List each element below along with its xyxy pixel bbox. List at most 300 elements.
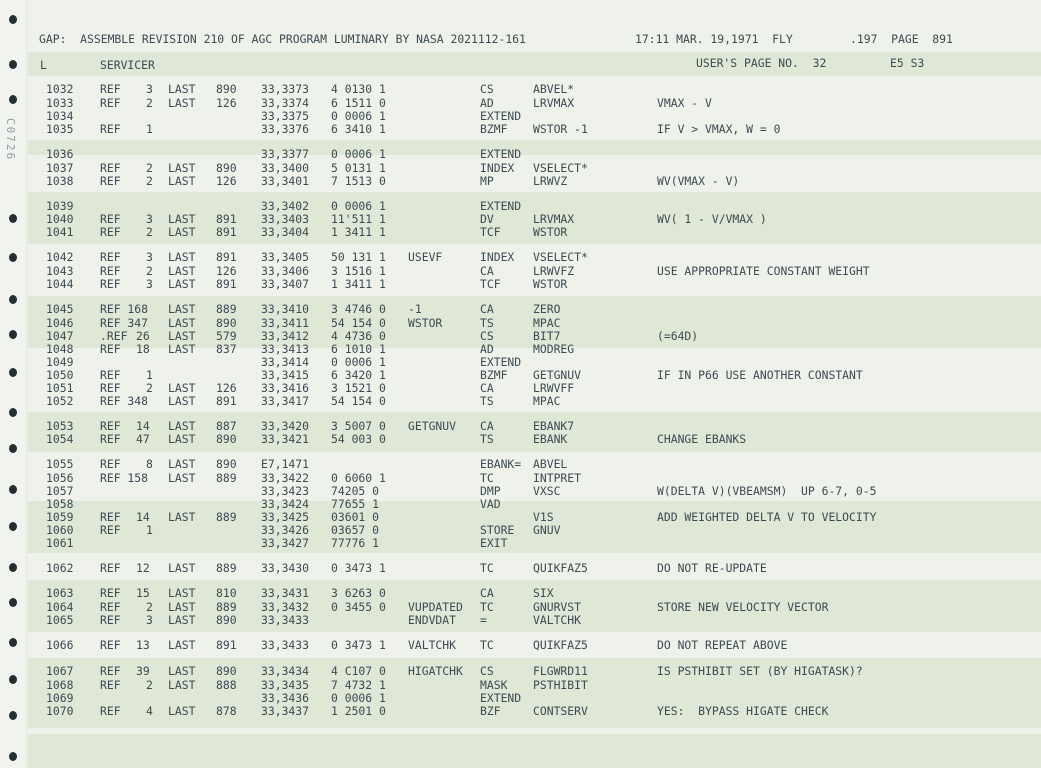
ref-count: 2: [146, 381, 153, 395]
opcode: TC: [480, 638, 494, 652]
machine-word: 7 1513 0: [331, 174, 386, 188]
ref-field: REF: [100, 586, 121, 600]
ref-field: REF: [100, 510, 121, 524]
operand: GNURVST: [533, 600, 582, 614]
last-page: 889: [216, 471, 237, 485]
line-number: 1051: [46, 381, 74, 395]
opcode: INDEX: [480, 161, 515, 175]
line-number: 1037: [46, 161, 74, 175]
operand: LRWVFZ: [533, 264, 575, 278]
section-name: SERVICER: [100, 58, 155, 72]
opcode: CA: [480, 381, 494, 395]
line-number: 1046: [46, 316, 74, 330]
listing-row: [0, 705, 1041, 718]
line-number: 1069: [46, 691, 74, 705]
last-page: 878: [216, 704, 237, 718]
line-number: 1059: [46, 510, 74, 524]
listing-row: [0, 498, 1041, 511]
opcode: EXTEND: [480, 355, 522, 369]
line-number: 1033: [46, 96, 74, 110]
last-label: LAST: [168, 471, 196, 485]
listing-row: [0, 278, 1041, 291]
last-label: LAST: [168, 664, 196, 678]
last-label: LAST: [168, 600, 196, 614]
opcode: TS: [480, 432, 494, 446]
machine-word: 1 3411 1: [331, 277, 386, 291]
e-s-label: E5 S3: [890, 56, 925, 70]
address: 33,3412: [261, 329, 310, 343]
opcode: =: [480, 613, 487, 627]
ref-field: REF: [100, 225, 121, 239]
machine-word: 54 154 0: [331, 394, 386, 408]
line-number: 1042: [46, 250, 74, 264]
ref-count: 2: [146, 678, 153, 692]
ref-field: REF 348: [100, 394, 149, 408]
last-label: LAST: [168, 586, 196, 600]
address: 33,3430: [261, 561, 310, 575]
comment: CHANGE EBANKS: [657, 432, 747, 446]
ref-field: REF: [100, 664, 121, 678]
feed-hole: [9, 408, 17, 417]
line-number: 1039: [46, 199, 74, 213]
listing-row: [0, 614, 1041, 627]
ref-field: REF: [100, 174, 121, 188]
ref-count: 2: [146, 264, 153, 278]
opcode: BZMF: [480, 368, 508, 382]
last-label: LAST: [168, 342, 196, 356]
last-page: 891: [216, 225, 237, 239]
machine-word: 0 0006 1: [331, 691, 386, 705]
comment: (=64D): [657, 329, 699, 343]
ref-field: REF: [100, 368, 121, 382]
opcode: INDEX: [480, 250, 515, 264]
operand: SIX: [533, 586, 554, 600]
symbol-label: VALTCHK: [408, 638, 457, 652]
operand: GETGNUV: [533, 368, 582, 382]
address: 33,3376: [261, 122, 310, 136]
machine-word: 6 1511 0: [331, 96, 386, 110]
listing-row: [0, 356, 1041, 369]
ref-field: REF: [100, 381, 121, 395]
machine-word: 6 3410 1: [331, 122, 386, 136]
address: 33,3425: [261, 510, 310, 524]
line-number: 1043: [46, 264, 74, 278]
last-label: LAST: [168, 302, 196, 316]
line-number: 1034: [46, 109, 74, 123]
line-number: 1067: [46, 664, 74, 678]
address: 33,3422: [261, 471, 310, 485]
symbol-label: USEVF: [408, 250, 443, 264]
operand: CONTSERV: [533, 704, 588, 718]
opcode: TCF: [480, 225, 501, 239]
listing-row: [0, 175, 1041, 188]
line-number: 1032: [46, 82, 74, 96]
operand: VSELECT*: [533, 161, 588, 175]
operand: VSELECT*: [533, 250, 588, 264]
operand: V1S: [533, 510, 554, 524]
machine-word: 7 4732 1: [331, 678, 386, 692]
machine-word: 0 3473 1: [331, 561, 386, 575]
address: 33,3435: [261, 678, 310, 692]
comment: DO NOT RE-UPDATE: [657, 561, 767, 575]
operand: WSTOR: [533, 225, 568, 239]
machine-word: 54 003 0: [331, 432, 386, 446]
last-page: 890: [216, 664, 237, 678]
line-number: 1065: [46, 613, 74, 627]
operand: WSTOR -1: [533, 122, 588, 136]
line-number: 1053: [46, 419, 74, 433]
machine-word: 3 1516 1: [331, 264, 386, 278]
address: 33,3436: [261, 691, 310, 705]
line-number: 1056: [46, 471, 74, 485]
ref-field: REF: [100, 161, 121, 175]
symbol-label: GETGNUV: [408, 419, 457, 433]
line-number: 1049: [46, 355, 74, 369]
machine-word: 1 3411 1: [331, 225, 386, 239]
address: 33,3403: [261, 212, 310, 226]
ref-field: REF: [100, 96, 121, 110]
feed-hole: [9, 752, 17, 761]
machine-word: 0 0006 1: [331, 147, 386, 161]
machine-word: 4 0130 1: [331, 82, 386, 96]
opcode: DMP: [480, 484, 501, 498]
last-page: 890: [216, 316, 237, 330]
line-number: 1055: [46, 457, 74, 471]
line-number: 1054: [46, 432, 74, 446]
machine-word: 3 1521 0: [331, 381, 386, 395]
operand: MPAC: [533, 316, 561, 330]
machine-word: 74205 0: [331, 484, 380, 498]
ref-count: 14: [136, 419, 150, 433]
listing-row: [0, 511, 1041, 524]
ref-field: REF: [100, 82, 121, 96]
last-label: LAST: [168, 394, 196, 408]
ref-count: 8: [146, 457, 153, 471]
address: 33,3433: [261, 613, 310, 627]
line-number: 1070: [46, 704, 74, 718]
ref-count: 3: [146, 82, 153, 96]
machine-word: 3 4746 0: [331, 302, 386, 316]
last-page: 890: [216, 432, 237, 446]
ref-count: 4: [146, 704, 153, 718]
operand: QUIKFAZ5: [533, 561, 588, 575]
ref-count: 26: [136, 329, 150, 343]
last-label: LAST: [168, 277, 196, 291]
last-page: 891: [216, 638, 237, 652]
machine-word: 4 4736 0: [331, 329, 386, 343]
symbol-label: -1: [408, 302, 422, 316]
ref-field: REF: [100, 704, 121, 718]
listing-row: [0, 458, 1041, 471]
last-label: LAST: [168, 419, 196, 433]
comment: YES: BYPASS HIGATE CHECK: [657, 704, 829, 718]
opcode: CA: [480, 264, 494, 278]
ref-field: REF 158: [100, 471, 149, 485]
operand: MODREG: [533, 342, 575, 356]
listing-row: [0, 213, 1041, 226]
operand: WSTOR: [533, 277, 568, 291]
ref-field: REF: [100, 419, 121, 433]
ref-field: REF: [100, 523, 121, 537]
ref-count: 3: [146, 212, 153, 226]
ref-count: 18: [136, 342, 150, 356]
line-number: 1068: [46, 678, 74, 692]
machine-word: 50 131 1: [331, 250, 386, 264]
operand: VALTCHK: [533, 613, 582, 627]
last-page: 889: [216, 561, 237, 575]
operand: ZERO: [533, 302, 561, 316]
last-page: 890: [216, 457, 237, 471]
comment: IF V > VMAX, W = 0: [657, 122, 781, 136]
last-page: 837: [216, 342, 237, 356]
listing-row: [0, 317, 1041, 330]
address: 33,3404: [261, 225, 310, 239]
last-page: 810: [216, 586, 237, 600]
address: 33,3426: [261, 523, 310, 537]
last-page: 890: [216, 161, 237, 175]
address: 33,3373: [261, 82, 310, 96]
listing-row: [0, 369, 1041, 382]
last-label: LAST: [168, 432, 196, 446]
listing-row: [0, 162, 1041, 175]
comment: W(DELTA V)(VBEAMSM) UP 6-7, 0-5: [657, 484, 877, 498]
comment: ADD WEIGHTED DELTA V TO VELOCITY: [657, 510, 877, 524]
last-label: LAST: [168, 329, 196, 343]
line-number: 1048: [46, 342, 74, 356]
comment: USE APPROPRIATE CONSTANT WEIGHT: [657, 264, 870, 278]
opcode: TS: [480, 316, 494, 330]
listing-row: [0, 524, 1041, 537]
operand: GNUV: [533, 523, 561, 537]
machine-word: 0 3473 1: [331, 638, 386, 652]
last-page: 126: [216, 174, 237, 188]
opcode: MP: [480, 174, 494, 188]
last-label: LAST: [168, 212, 196, 226]
last-label: LAST: [168, 678, 196, 692]
listing-row: [0, 601, 1041, 614]
operand: LRWVFF: [533, 381, 575, 395]
operand: LRWVZ: [533, 174, 568, 188]
ref-count: 2: [146, 600, 153, 614]
ref-field: REF 347: [100, 316, 149, 330]
last-page: 891: [216, 250, 237, 264]
line-number: 1035: [46, 122, 74, 136]
last-page: 889: [216, 302, 237, 316]
column-l-label: L: [40, 58, 47, 72]
line-number: 1062: [46, 561, 74, 575]
ref-field: REF: [100, 212, 121, 226]
listing-row: [0, 433, 1041, 446]
ref-count: 3: [146, 250, 153, 264]
line-number: 1058: [46, 497, 74, 511]
operand: ABVEL*: [533, 82, 575, 96]
listing-row: [0, 485, 1041, 498]
operand: LRVMAX: [533, 212, 575, 226]
opcode: TC: [480, 561, 494, 575]
line-number: 1057: [46, 484, 74, 498]
opcode: BZMF: [480, 122, 508, 136]
address: 33,3415: [261, 368, 310, 382]
symbol-label: HIGATCHK: [408, 664, 463, 678]
last-label: LAST: [168, 250, 196, 264]
machine-word: 0 6060 1: [331, 471, 386, 485]
listing-row: [0, 83, 1041, 96]
paper-band: [28, 734, 1041, 768]
last-page: 887: [216, 419, 237, 433]
ref-count: 1: [146, 523, 153, 537]
ref-count: 2: [146, 161, 153, 175]
users-page-number: USER'S PAGE NO. 32: [696, 56, 827, 70]
machine-word: 0 0006 1: [331, 199, 386, 213]
ref-count: 12: [136, 561, 150, 575]
last-page: 126: [216, 96, 237, 110]
line-number: 1036: [46, 147, 74, 161]
ref-field: REF: [100, 264, 121, 278]
line-number: 1050: [46, 368, 74, 382]
machine-word: 4 C107 0: [331, 664, 386, 678]
listing-row: [0, 639, 1041, 652]
ref-count: 13: [136, 638, 150, 652]
address: 33,3413: [261, 342, 310, 356]
last-page: 890: [216, 82, 237, 96]
comment: IF IN P66 USE ANOTHER CONSTANT: [657, 368, 863, 382]
last-label: LAST: [168, 704, 196, 718]
opcode: DV: [480, 212, 494, 226]
ref-field: REF: [100, 432, 121, 446]
last-label: LAST: [168, 613, 196, 627]
last-page: 579: [216, 329, 237, 343]
opcode: BZF: [480, 704, 501, 718]
address: 33,3424: [261, 497, 310, 511]
line-number: 1041: [46, 225, 74, 239]
ref-count: 3: [146, 613, 153, 627]
operand: MPAC: [533, 394, 561, 408]
ref-field: REF: [100, 600, 121, 614]
listing-row: [0, 665, 1041, 678]
address: 33,3407: [261, 277, 310, 291]
ref-field: REF: [100, 250, 121, 264]
address: 33,3406: [261, 264, 310, 278]
symbol-label: VUPDATED: [408, 600, 463, 614]
last-page: 888: [216, 678, 237, 692]
address: 33,3401: [261, 174, 310, 188]
address: 33,3433: [261, 638, 310, 652]
ref-field: .REF: [100, 329, 128, 343]
listing-row: [0, 420, 1041, 433]
operand: BIT7: [533, 329, 561, 343]
ref-field: REF: [100, 561, 121, 575]
listing-page-ref: .197 PAGE 891: [850, 32, 953, 46]
address: 33,3421: [261, 432, 310, 446]
listing-datetime: 17:11 MAR. 19,1971 FLY: [635, 32, 793, 46]
address: 33,3411: [261, 316, 310, 330]
ref-field: REF: [100, 277, 121, 291]
address: 33,3431: [261, 586, 310, 600]
listing-row: [0, 110, 1041, 123]
last-label: LAST: [168, 96, 196, 110]
last-label: LAST: [168, 638, 196, 652]
machine-word: 54 154 0: [331, 316, 386, 330]
ref-count: 2: [146, 225, 153, 239]
address: 33,3402: [261, 199, 310, 213]
opcode: STORE: [480, 523, 515, 537]
line-number: 1061: [46, 536, 74, 550]
operand: VXSC: [533, 484, 561, 498]
last-label: LAST: [168, 510, 196, 524]
address: 33,3410: [261, 302, 310, 316]
last-page: 891: [216, 394, 237, 408]
listing-row: [0, 226, 1041, 239]
ref-field: REF: [100, 613, 121, 627]
listing-row: [0, 472, 1041, 485]
opcode: CS: [480, 82, 494, 96]
operand: PSTHIBIT: [533, 678, 588, 692]
address: 33,3414: [261, 355, 310, 369]
address: 33,3437: [261, 704, 310, 718]
ref-count: 2: [146, 174, 153, 188]
opcode: VAD: [480, 497, 501, 511]
line-number: 1047: [46, 329, 74, 343]
opcode: EXTEND: [480, 691, 522, 705]
ref-field: REF: [100, 678, 121, 692]
machine-word: 0 3455 0: [331, 600, 386, 614]
opcode: CA: [480, 419, 494, 433]
address: E7,1471: [261, 457, 310, 471]
machine-word: 03601 0: [331, 510, 380, 524]
feed-hole: [9, 60, 17, 69]
symbol-label: ENDVDAT: [408, 613, 457, 627]
listing-row: [0, 537, 1041, 550]
opcode: CS: [480, 329, 494, 343]
machine-word: 0 0006 1: [331, 355, 386, 369]
feed-hole: [9, 15, 17, 24]
last-label: LAST: [168, 561, 196, 575]
opcode: CS: [480, 664, 494, 678]
operand: EBANK7: [533, 419, 575, 433]
ref-field: REF: [100, 122, 121, 136]
address: 33,3434: [261, 664, 310, 678]
address: 33,3420: [261, 419, 310, 433]
address: 33,3405: [261, 250, 310, 264]
last-page: 126: [216, 381, 237, 395]
ref-count: 39: [136, 664, 150, 678]
comment: DO NOT REPEAT ABOVE: [657, 638, 788, 652]
address: 33,3417: [261, 394, 310, 408]
address: 33,3374: [261, 96, 310, 110]
opcode: MASK: [480, 678, 508, 692]
operand: INTPRET: [533, 471, 582, 485]
opcode: CA: [480, 586, 494, 600]
listing-row: [0, 303, 1041, 316]
ref-count: 3: [146, 277, 153, 291]
machine-word: 5 0131 1: [331, 161, 386, 175]
machine-word: 77776 1: [331, 536, 380, 550]
last-label: LAST: [168, 264, 196, 278]
last-page: 891: [216, 212, 237, 226]
operand: LRVMAX: [533, 96, 575, 110]
line-number: 1060: [46, 523, 74, 537]
last-page: 889: [216, 600, 237, 614]
address: 33,3423: [261, 484, 310, 498]
operand: EBANK: [533, 432, 568, 446]
operand: QUIKFAZ5: [533, 638, 588, 652]
ref-count: 15: [136, 586, 150, 600]
last-label: LAST: [168, 174, 196, 188]
margin-stamp: C0726: [4, 118, 17, 162]
listing-row: [0, 692, 1041, 705]
last-label: LAST: [168, 381, 196, 395]
machine-word: 6 3420 1: [331, 368, 386, 382]
